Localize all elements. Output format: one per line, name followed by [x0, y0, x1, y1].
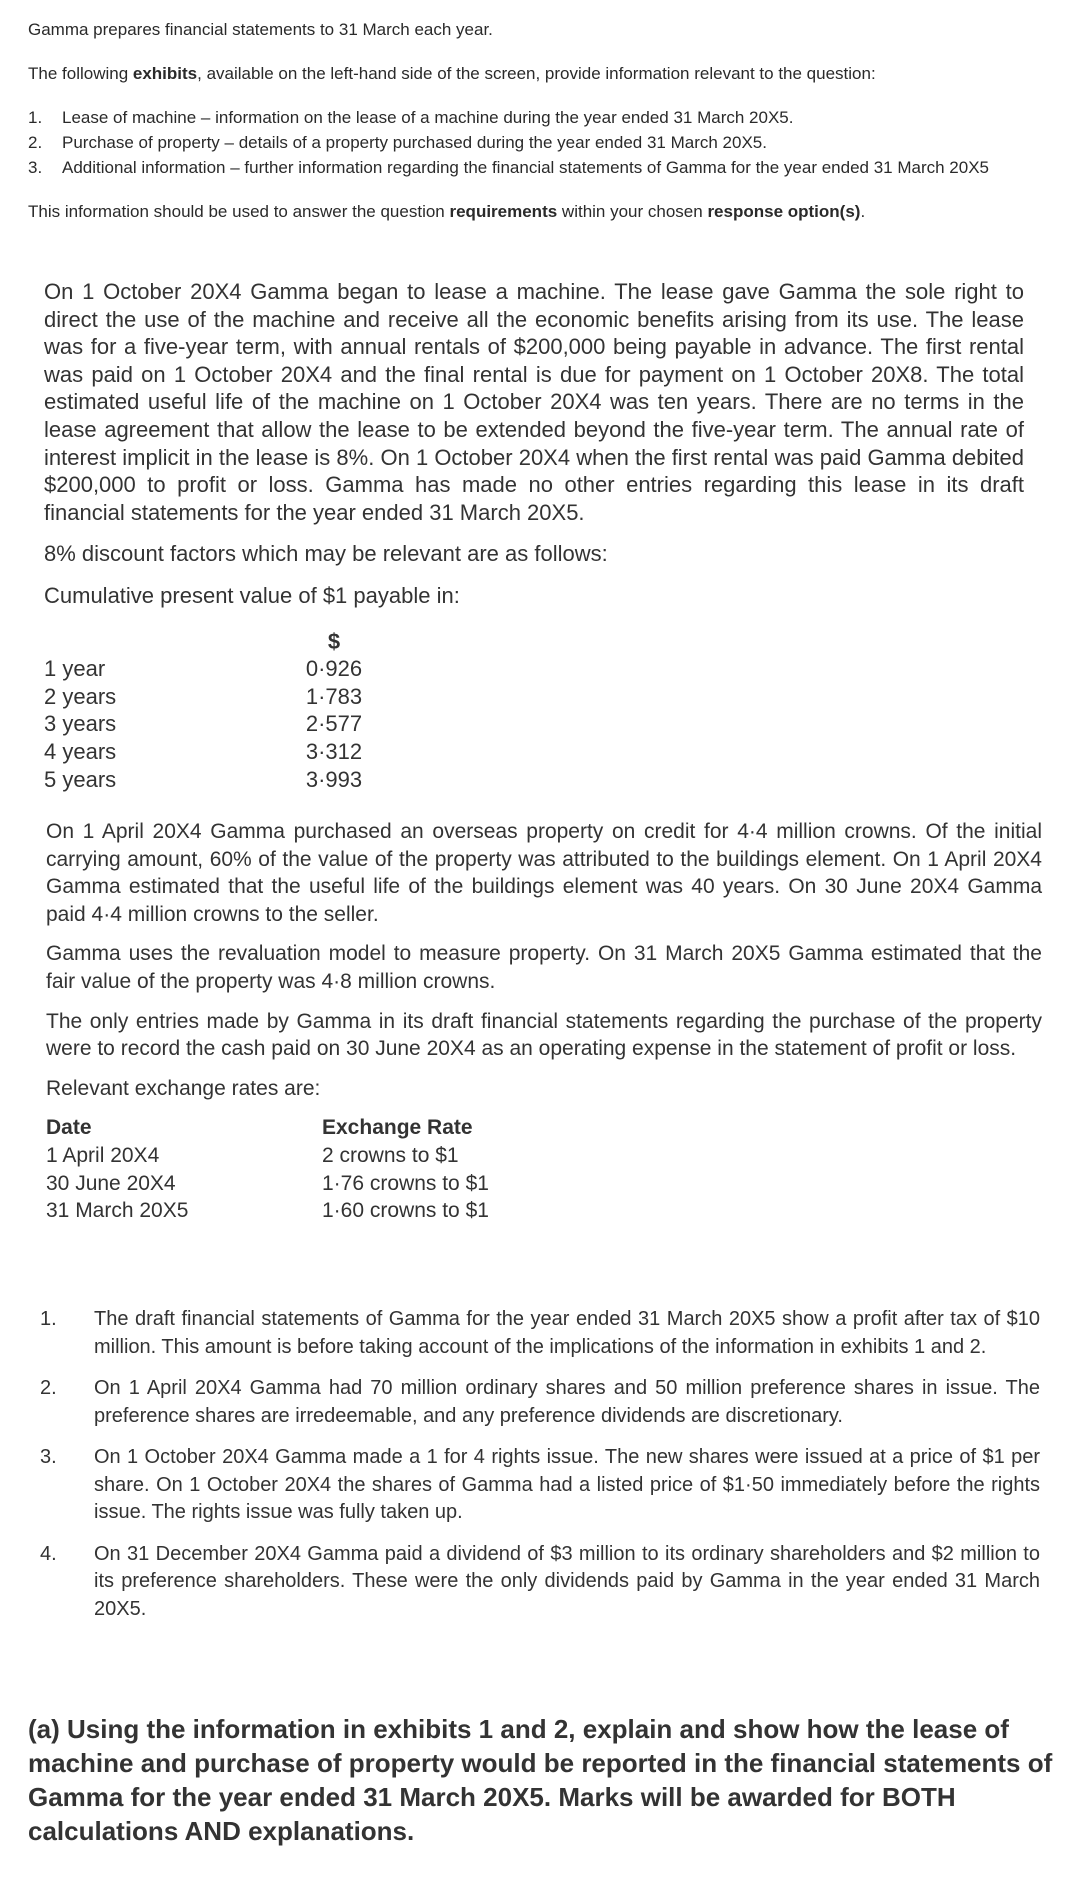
- exhibit-list-item: 2. Purchase of property – details of a property purchased during the year ended 31 March 20X5.: [28, 133, 767, 152]
- discount-factor-table: [44, 628, 1024, 794]
- exhibit-3-additional-information: [40, 1306, 1040, 1637]
- additional-info-item: 4. On 31 December 20X4 Gamma paid a dividend of $3 million to its ordinary shareholders and $2 million to its preference shareholders. These were the only dividends paid by Gamma in the year ended 31 March 20X5.: [40, 1542, 1040, 1620]
- intro-paragraph-3: This information should be used to answer the question requirements within your chosen response option(s).: [28, 202, 866, 221]
- intro-paragraph-2: The following exhibits, available on the left-hand side of the screen, provide information relevant to the question:: [28, 64, 876, 83]
- exchange-rate-row: 31 March 20X5 1·60 crowns to $1: [46, 1199, 489, 1223]
- exhibit-list: [28, 106, 1068, 180]
- exchange-rate-row: 30 June 20X4 1·76 crowns to $1: [46, 1171, 489, 1195]
- exhibit-list-item: 1. Lease of machine – information on the lease of a machine during the year ended 31 March 20X5.: [28, 108, 794, 127]
- exchange-rates-intro: Relevant exchange rates are:: [46, 1076, 321, 1100]
- discount-factor-intro: 8% discount factors which may be relevant are as follows:: [44, 541, 608, 567]
- exhibit-1-lease-of-machine: [44, 278, 1024, 793]
- lease-paragraph: On 1 October 20X4 Gamma began to lease a machine. The lease gave Gamma the sole right to direct the use of the machine and receive all the economic benefits arising from its use. The lease was for a five-year term, with annual rentals of $200,000 being payable in advance. The first rental was paid on 1 October 20X4 and the final rental is due for payment on 1 October 20X8. The total estimated useful life of the machine on 1 October 20X4 was ten years. There are no terms in the lease agreement that allow the lease to be extended beyond the five-year term. The annual rate of interest implicit in the lease is 8%. On 1 October 20X4 when the first rental was paid Gamma debited $200,000 to profit or loss. Gamma has made no other entries regarding this lease in its draft financial statements for the year ended 31 March 20X5.: [44, 279, 1024, 525]
- cumulative-pv-heading: Cumulative present value of $1 payable in:: [44, 582, 460, 608]
- discount-row: 3 years 2·577: [44, 711, 363, 737]
- additional-info-item: 3. On 1 October 20X4 Gamma made a 1 for 4 rights issue. The new shares were issued at a price of $1 per share. On 1 October 20X4 the shares of Gamma had a listed price of $1·50 immediately before the rights issue. The rights issue was fully taken up.: [40, 1446, 1040, 1523]
- intro-paragraph-1: Gamma prepares financial statements to 31 March each year.: [28, 20, 493, 39]
- discount-table-header: $: [327, 628, 341, 654]
- intro-section: [28, 18, 1068, 224]
- discount-row: 5 years 3·993: [44, 766, 363, 792]
- property-paragraph-2: Gamma uses the revaluation model to measure property. On 31 March 20X5 Gamma estimated that the fair value of the property was 4·8 million crowns.: [46, 942, 1042, 993]
- discount-row: 1 year 0·926: [44, 656, 363, 682]
- question-requirement: (a) Using the information in exhibits 1 and 2, explain and show how the lease of machine and purchase of property would be reported in the financial statements of Gamma for the year ended 31 March 20X5. Marks will be awarded for BOTH calculations AND explanations.: [28, 1714, 1053, 1846]
- exchange-rate-header: Date Exchange Rate: [46, 1116, 473, 1140]
- exchange-rate-row: 1 April 20X4 2 crowns to $1: [46, 1143, 459, 1167]
- exhibit-list-item: 3. Additional information – further information regarding the financial statements of Gamma for the year ended 31 March 20X5: [28, 158, 990, 177]
- additional-info-item: 2. On 1 April 20X4 Gamma had 70 million ordinary shares and 50 million preference shares in issue. The preference shares are irredeemable, and any preference dividends are discretionary.: [40, 1377, 1040, 1427]
- property-paragraph-3: The only entries made by Gamma in its draft financial statements regarding the purchase of the property were to record the cash paid on 30 June 20X4 as an operating expense in the statement of profit or loss.: [46, 1009, 1042, 1061]
- discount-row: 4 years 3·312: [44, 738, 363, 764]
- additional-info-item: 1. The draft financial statements of Gamma for the year ended 31 March 20X5 show a profit after tax of $10 million. This amount is before taking account of the implications of the information in exhibits 1 and 2.: [40, 1308, 1040, 1358]
- property-paragraph-1: On 1 April 20X4 Gamma purchased an overseas property on credit for 4·4 million crowns. Of the initial carrying amount, 60% of the value of the property was attributed to the buildings element. On 1 April 20X4 Gamma estimated that the useful life of the buildings element was 40 years. On 30 June 20X4 Gamma paid 4·4 million crowns to the seller.: [46, 820, 1042, 926]
- exhibit-2-purchase-of-property: [46, 818, 1042, 1225]
- discount-row: 2 years 1·783: [44, 683, 363, 709]
